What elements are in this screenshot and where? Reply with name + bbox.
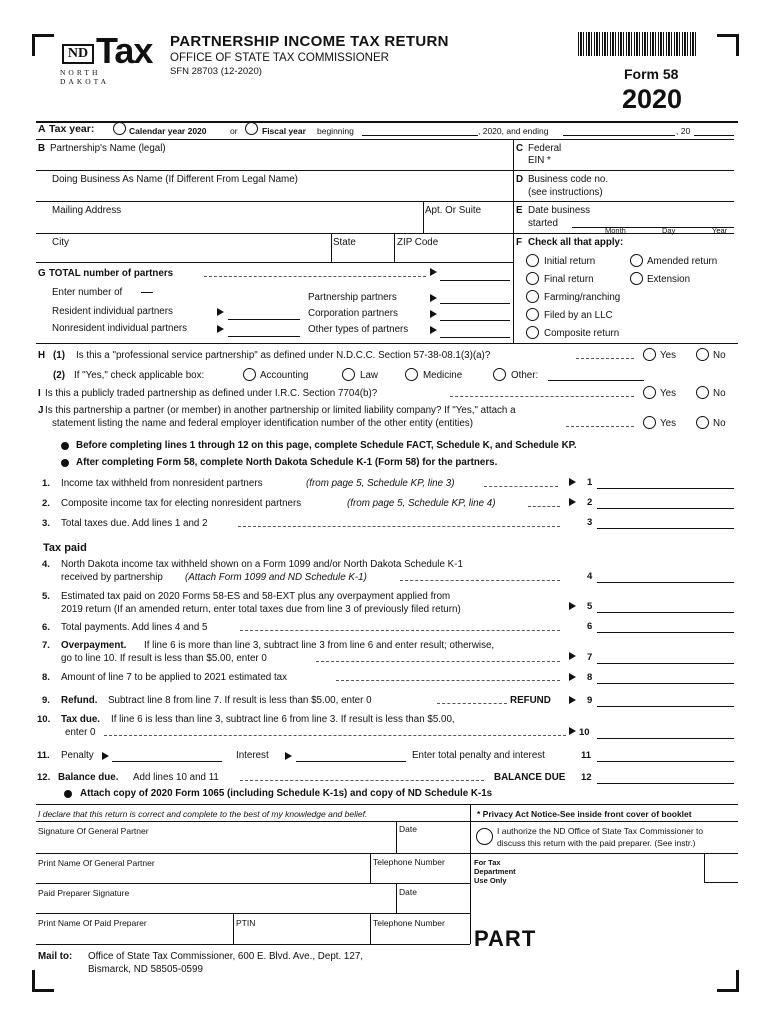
logo-subtitle: NORTH DAKOTA bbox=[60, 68, 110, 86]
leader-dots bbox=[204, 276, 426, 277]
arrow-icon bbox=[102, 752, 109, 760]
arrow-icon bbox=[430, 294, 437, 302]
grid-line bbox=[36, 821, 470, 822]
grid-line bbox=[36, 201, 734, 202]
tax-year-label: Tax year: bbox=[49, 123, 95, 135]
j-no-radio[interactable] bbox=[696, 416, 709, 429]
arrow-icon bbox=[569, 478, 576, 486]
other-partners-field[interactable] bbox=[440, 337, 510, 338]
arrow-icon bbox=[569, 727, 576, 735]
leader-dots bbox=[240, 780, 484, 781]
line-4-attach-note: (Attach Form 1099 and ND Schedule K-1) bbox=[185, 572, 367, 583]
line-8-box-number: 8 bbox=[587, 672, 593, 683]
line-12-amount-field[interactable] bbox=[597, 783, 734, 784]
line-4-label: North Dakota income tax withheld shown on a Form 1099 and/or North Dakota Schedule K-1 bbox=[61, 559, 463, 570]
line-11-box-number: 11 bbox=[581, 750, 592, 761]
e-letter: E bbox=[516, 205, 523, 216]
date-started-label: Date business bbox=[528, 205, 591, 216]
c-letter: C bbox=[516, 143, 524, 154]
phone-gp-field[interactable]: Telephone Number bbox=[373, 857, 445, 867]
line-4-label-2: received by partnership bbox=[61, 572, 163, 583]
penalty-label: Penalty bbox=[61, 750, 94, 761]
fiscal-end-year-field[interactable] bbox=[694, 135, 734, 136]
section-a-letter: A bbox=[38, 123, 46, 135]
line-12-number: 12. bbox=[37, 772, 51, 783]
signature-gp-field[interactable]: Signature Of General Partner bbox=[38, 826, 149, 836]
line-9-box-number: 9 bbox=[587, 695, 593, 706]
extension-label: Extension bbox=[647, 274, 691, 285]
llc-checkbox[interactable] bbox=[526, 308, 539, 321]
line-8-number: 8. bbox=[42, 672, 50, 683]
line-9-number: 9. bbox=[42, 695, 50, 706]
resident-partners-field[interactable] bbox=[228, 319, 300, 320]
phone-pp-field[interactable]: Telephone Number bbox=[373, 918, 445, 928]
line-1-label: Income tax withheld from nonresident partners bbox=[61, 478, 263, 489]
llc-label: Filed by an LLC bbox=[544, 310, 613, 321]
fiscal-begin-field[interactable] bbox=[362, 135, 478, 136]
h1-question: Is this a "professional service partnership" as defined under N.D.C.C. Section 57-38-08.1(3)(a)? bbox=[76, 350, 491, 361]
grid-line bbox=[36, 913, 470, 914]
day-label: Day bbox=[662, 226, 676, 235]
bullet-icon bbox=[61, 459, 69, 467]
grid-line bbox=[36, 944, 470, 945]
law-label: Law bbox=[360, 370, 378, 381]
for-tax-label-1: For Tax bbox=[474, 858, 501, 867]
arrow-icon bbox=[569, 498, 576, 506]
amended-return-checkbox[interactable] bbox=[630, 254, 643, 267]
or-label: or bbox=[230, 126, 238, 136]
arrow-icon bbox=[430, 310, 437, 318]
ptin-field[interactable]: PTIN bbox=[236, 918, 256, 928]
line-4-amount-field[interactable] bbox=[597, 582, 734, 583]
line-5-label-2: 2019 return (If an amended return, enter total taxes due from line 3 of previously filed return) bbox=[61, 604, 461, 615]
line-11-amount-field[interactable] bbox=[597, 761, 734, 762]
amended-return-label: Amended return bbox=[647, 256, 718, 267]
i-letter: I bbox=[38, 388, 41, 399]
ein-label: Federal bbox=[528, 143, 562, 154]
line-10-amount-field[interactable] bbox=[597, 738, 734, 739]
mailing-address-field[interactable]: Mailing Address bbox=[52, 205, 122, 216]
corner-mark-bottom-right bbox=[717, 970, 739, 992]
total-partners-field[interactable] bbox=[440, 280, 510, 281]
line-7-bold: Overpayment. bbox=[61, 640, 127, 651]
declaration-text: I declare that this return is correct and complete to the best of my knowledge and belief. bbox=[38, 809, 368, 819]
final-return-label: Final return bbox=[544, 274, 594, 285]
grid-divider bbox=[370, 913, 371, 944]
grid-divider bbox=[370, 853, 371, 883]
line-2-label: Composite income tax for electing nonresident partners bbox=[61, 498, 302, 509]
for-tax-label-3: Use Only bbox=[474, 876, 507, 885]
grid-line bbox=[36, 233, 734, 234]
calendar-year-label: Calendar year 2020 bbox=[129, 126, 207, 136]
h1-no-radio[interactable] bbox=[696, 348, 709, 361]
line-12-box-number: 12 bbox=[581, 772, 592, 783]
grid-divider bbox=[394, 233, 395, 262]
grid-divider bbox=[331, 233, 332, 262]
line-6-number: 6. bbox=[42, 622, 50, 633]
ein-field[interactable]: EIN * bbox=[528, 155, 551, 166]
top-rule bbox=[36, 121, 738, 123]
line-10-label: If line 6 is less than line 3, subtract line 6 from line 3. If result is less than $5.00, bbox=[111, 714, 455, 725]
mail-address-2: Bismarck, ND 58505-0599 bbox=[88, 964, 203, 975]
arrow-icon bbox=[217, 325, 224, 333]
leader-dots bbox=[566, 426, 634, 427]
line-2-number: 2. bbox=[42, 498, 50, 509]
medicine-label: Medicine bbox=[423, 370, 463, 381]
leader-dots bbox=[484, 486, 558, 487]
i-yes-radio[interactable] bbox=[643, 386, 656, 399]
paid-preparer-date-field[interactable]: Date bbox=[399, 887, 417, 897]
leader-dots bbox=[238, 526, 560, 527]
g-letter: G bbox=[38, 268, 46, 279]
form-title: PARTNERSHIP INCOME TAX RETURN bbox=[170, 33, 449, 50]
line-5-amount-field[interactable] bbox=[597, 612, 734, 613]
line-6-box-number: 6 bbox=[587, 621, 593, 632]
i-no-label: No bbox=[713, 388, 726, 399]
city-field[interactable]: City bbox=[52, 237, 69, 248]
partnership-partners-field[interactable] bbox=[440, 303, 510, 304]
logo-tax: Tax bbox=[96, 30, 153, 71]
apt-suite-field[interactable]: Apt. Or Suite bbox=[425, 205, 482, 216]
arrow-icon bbox=[430, 268, 437, 276]
grid-line bbox=[36, 804, 738, 805]
line-1-box-number: 1 bbox=[587, 477, 593, 488]
signature-gp-date-field[interactable]: Date bbox=[399, 824, 417, 834]
calendar-year-radio[interactable] bbox=[113, 122, 126, 135]
line-8-amount-field[interactable] bbox=[597, 683, 734, 684]
leader-dots bbox=[336, 680, 560, 681]
partnership-partners-label: Partnership partners bbox=[308, 292, 397, 303]
line-2-box-number: 2 bbox=[587, 497, 593, 508]
line-5-box-number: 5 bbox=[587, 601, 593, 612]
arrow-icon bbox=[569, 652, 576, 660]
arrow-icon bbox=[285, 752, 292, 760]
date-started-line bbox=[572, 227, 734, 228]
leader-dots bbox=[104, 735, 566, 736]
h-letter: H bbox=[38, 350, 46, 361]
for-tax-label-2: Department bbox=[474, 867, 516, 876]
nonresident-partners-label: Nonresident individual partners bbox=[52, 323, 188, 334]
j-letter: J bbox=[38, 405, 44, 416]
leader-dots bbox=[437, 703, 507, 704]
line-6-amount-field[interactable] bbox=[597, 632, 734, 633]
grid-line bbox=[470, 821, 738, 822]
arrow-icon bbox=[569, 673, 576, 681]
line-10-box-number: 10 bbox=[579, 727, 590, 738]
line-3-number: 3. bbox=[42, 518, 50, 529]
h1-yes-label: Yes bbox=[660, 350, 676, 361]
grid-line bbox=[36, 170, 734, 171]
b-letter: B bbox=[38, 143, 46, 154]
f-letter: F bbox=[516, 237, 522, 248]
corporation-partners-label: Corporation partners bbox=[308, 308, 398, 319]
ndtax-logo bbox=[60, 30, 153, 86]
i-yes-label: Yes bbox=[660, 388, 676, 399]
bullet-icon bbox=[64, 790, 72, 798]
line-8-label: Amount of line 7 to be applied to 2021 estimated tax bbox=[61, 672, 288, 683]
j-question-line2: statement listing the name and federal employer identification number of the other entity (entities) bbox=[52, 418, 473, 429]
bullet-icon bbox=[61, 442, 69, 450]
farming-label: Farming/ranching bbox=[544, 292, 621, 303]
other-label: Other: bbox=[511, 370, 539, 381]
form-subtitle: OFFICE OF STATE TAX COMMISSIONER bbox=[170, 52, 389, 64]
grid-divider bbox=[233, 913, 234, 944]
line-7-label: If line 6 is more than line 3, subtract line 3 from line 6 and enter result; otherwise, bbox=[144, 640, 495, 651]
dash-mark bbox=[141, 292, 153, 293]
grid-line bbox=[36, 853, 738, 854]
line-6-label: Total payments. Add lines 4 and 5 bbox=[61, 622, 208, 633]
extension-checkbox[interactable] bbox=[630, 272, 643, 285]
resident-partners-label: Resident individual partners bbox=[52, 306, 173, 317]
h2-number: (2) bbox=[53, 370, 65, 381]
law-checkbox[interactable] bbox=[342, 368, 355, 381]
comma-20-label: , 20 bbox=[676, 126, 691, 136]
attach-note: Attach copy of 2020 Form 1065 (including Schedule K-1s) and copy of ND Schedule K-1s bbox=[80, 788, 493, 799]
grid-line bbox=[36, 343, 738, 344]
zip-field[interactable]: ZIP Code bbox=[397, 237, 439, 248]
note-before: Before completing lines 1 through 12 on this page, complete Schedule FACT, Schedule K, and Schedule KP. bbox=[76, 440, 577, 451]
state-field[interactable]: State bbox=[333, 237, 356, 248]
line-4-number: 4. bbox=[42, 559, 50, 570]
arrow-icon bbox=[430, 326, 437, 334]
line-1-amount-field[interactable] bbox=[597, 488, 734, 489]
line-7-amount-field[interactable] bbox=[597, 663, 734, 664]
leader-dots bbox=[240, 630, 560, 631]
grid-divider bbox=[470, 804, 471, 944]
corner-mark-top-right bbox=[717, 34, 739, 56]
leader-dots bbox=[400, 580, 560, 581]
line-3-amount-field[interactable] bbox=[597, 528, 734, 529]
line-7-number: 7. bbox=[42, 640, 50, 651]
initial-return-checkbox[interactable] bbox=[526, 254, 539, 267]
accounting-label: Accounting bbox=[260, 370, 309, 381]
line-10-number: 10. bbox=[37, 714, 51, 725]
line-5-label: Estimated tax paid on 2020 Forms 58-ES and 58-EXT plus any overpayment applied from bbox=[61, 591, 451, 602]
line-12-bold: Balance due. bbox=[58, 772, 119, 783]
month-label: Month bbox=[605, 226, 626, 235]
total-partners-label: TOTAL number of partners bbox=[49, 268, 174, 279]
farming-checkbox[interactable] bbox=[526, 290, 539, 303]
tax-use-bracket bbox=[704, 882, 738, 883]
line-10-label-2: enter 0 bbox=[65, 727, 96, 738]
grid-line bbox=[36, 139, 734, 140]
other-checkbox[interactable] bbox=[493, 368, 506, 381]
nonresident-partners-field[interactable] bbox=[228, 336, 300, 337]
mail-to-label: Mail to: bbox=[38, 951, 73, 962]
authorize-text-1: I authorize the ND Office of State Tax Commissioner to bbox=[497, 826, 704, 836]
line-2-amount-field[interactable] bbox=[597, 508, 734, 509]
corner-mark-bottom-left bbox=[32, 970, 54, 992]
medicine-checkbox[interactable] bbox=[405, 368, 418, 381]
line-1-source: (from page 5, Schedule KP, line 3) bbox=[306, 478, 455, 489]
line-7-box-number: 7 bbox=[587, 652, 593, 663]
tax-use-bracket bbox=[704, 853, 705, 883]
i-no-radio[interactable] bbox=[696, 386, 709, 399]
leader-dots bbox=[528, 506, 560, 507]
logo-nd: ND bbox=[62, 44, 94, 64]
paid-preparer-signature-field[interactable]: Paid Preparer Signature bbox=[38, 888, 130, 898]
beginning-label: beginning bbox=[317, 126, 354, 136]
fiscal-year-label: Fiscal year bbox=[262, 126, 306, 136]
fiscal-end-field[interactable] bbox=[563, 135, 675, 136]
other-partners-label: Other types of partners bbox=[308, 324, 409, 335]
line-11-number: 11. bbox=[37, 750, 50, 761]
print-name-pp-field[interactable]: Print Name Of Paid Preparer bbox=[38, 918, 147, 928]
grid-line bbox=[36, 883, 470, 884]
line-9-bold: Refund. bbox=[61, 695, 98, 706]
date-started-field[interactable]: started bbox=[528, 218, 558, 229]
sfn-number: SFN 28703 (12-2020) bbox=[170, 66, 262, 77]
accounting-checkbox[interactable] bbox=[243, 368, 256, 381]
grid-line bbox=[36, 262, 513, 263]
form-number: Form 58 bbox=[624, 66, 679, 82]
arrow-icon bbox=[569, 696, 576, 704]
refund-tag: REFUND bbox=[510, 695, 551, 706]
partnership-name-field[interactable]: Partnership's Name (legal) bbox=[50, 143, 166, 154]
penalty-field[interactable] bbox=[112, 761, 222, 762]
arrow-icon bbox=[569, 602, 576, 610]
business-code-note: (see instructions) bbox=[528, 187, 603, 198]
authorize-preparer-checkbox[interactable] bbox=[476, 828, 493, 845]
part-label: PART bbox=[474, 926, 537, 951]
composite-checkbox[interactable] bbox=[526, 326, 539, 339]
line-4-box-number: 4 bbox=[587, 571, 593, 582]
grid-divider bbox=[396, 883, 397, 913]
line-10-bold: Tax due. bbox=[61, 714, 101, 725]
privacy-notice: * Privacy Act Notice-See inside front cover of booklet bbox=[477, 809, 692, 819]
note-after: After completing Form 58, complete North Dakota Schedule K-1 (Form 58) for the partners. bbox=[76, 457, 498, 468]
line-9-label: Subtract line 8 from line 7. If result is less than $5.00, enter 0 bbox=[108, 695, 372, 706]
line-2-source: (from page 5, Schedule KP, line 4) bbox=[347, 498, 496, 509]
line-5-number: 5. bbox=[42, 591, 50, 602]
initial-return-label: Initial return bbox=[544, 256, 596, 267]
interest-label: Interest bbox=[236, 750, 269, 761]
fiscal-year-radio[interactable] bbox=[245, 122, 258, 135]
enter-number-label: Enter number of bbox=[52, 287, 123, 298]
dba-field[interactable]: Doing Business As Name (If Different From Legal Name) bbox=[52, 174, 298, 185]
barcode-image bbox=[578, 32, 696, 56]
i-question: Is this a publicly traded partnership as defined under I.R.C. Section 7704(b)? bbox=[45, 388, 378, 399]
print-name-gp-field[interactable]: Print Name Of General Partner bbox=[38, 858, 155, 868]
line-12-label: Add lines 10 and 11 bbox=[133, 772, 219, 783]
tax-paid-heading: Tax paid bbox=[43, 542, 87, 554]
leader-dots bbox=[576, 358, 634, 359]
j-yes-radio[interactable] bbox=[643, 416, 656, 429]
corporation-partners-field[interactable] bbox=[440, 320, 510, 321]
corner-mark-top-left bbox=[32, 34, 54, 56]
form-year: 2020 bbox=[622, 84, 683, 114]
line-1-number: 1. bbox=[42, 478, 50, 489]
line-9-amount-field[interactable] bbox=[597, 706, 734, 707]
h2-question: If "Yes," check applicable box: bbox=[74, 370, 205, 381]
j-no-label: No bbox=[713, 418, 726, 429]
composite-label: Composite return bbox=[544, 328, 620, 339]
line-3-label: Total taxes due. Add lines 1 and 2 bbox=[61, 518, 208, 529]
j-yes-label: Yes bbox=[660, 418, 676, 429]
line-3-box-number: 3 bbox=[587, 517, 593, 528]
grid-divider bbox=[396, 821, 397, 853]
line-7-label-2: go to line 10. If result is less than $5.00, enter 0 bbox=[61, 653, 267, 664]
j-question-line1: Is this partnership a partner (or member) in another partnership or limited liability company? If "Yes," attach a bbox=[45, 405, 516, 416]
h1-no-label: No bbox=[713, 350, 726, 361]
d-letter: D bbox=[516, 174, 524, 185]
h1-yes-radio[interactable] bbox=[643, 348, 656, 361]
authorize-text-2: discuss this return with the paid preparer. (See instr.) bbox=[497, 838, 696, 848]
business-code-field[interactable]: Business code no. bbox=[528, 174, 609, 185]
grid-divider bbox=[423, 201, 424, 233]
arrow-icon bbox=[217, 308, 224, 316]
mail-address-1: Office of State Tax Commissioner, 600 E. Blvd. Ave., Dept. 127, bbox=[88, 951, 364, 962]
and-ending-label: , 2020, and ending bbox=[478, 126, 549, 136]
h1-number: (1) bbox=[53, 350, 65, 361]
leader-dots bbox=[316, 661, 560, 662]
check-all-label: Check all that apply: bbox=[528, 237, 624, 248]
total-penalty-label: Enter total penalty and interest bbox=[412, 750, 545, 761]
year-label: Year bbox=[712, 226, 728, 235]
other-profession-field[interactable] bbox=[548, 380, 644, 381]
balance-due-tag: BALANCE DUE bbox=[494, 772, 566, 783]
interest-field[interactable] bbox=[296, 761, 406, 762]
leader-dots bbox=[450, 396, 634, 397]
final-return-checkbox[interactable] bbox=[526, 272, 539, 285]
